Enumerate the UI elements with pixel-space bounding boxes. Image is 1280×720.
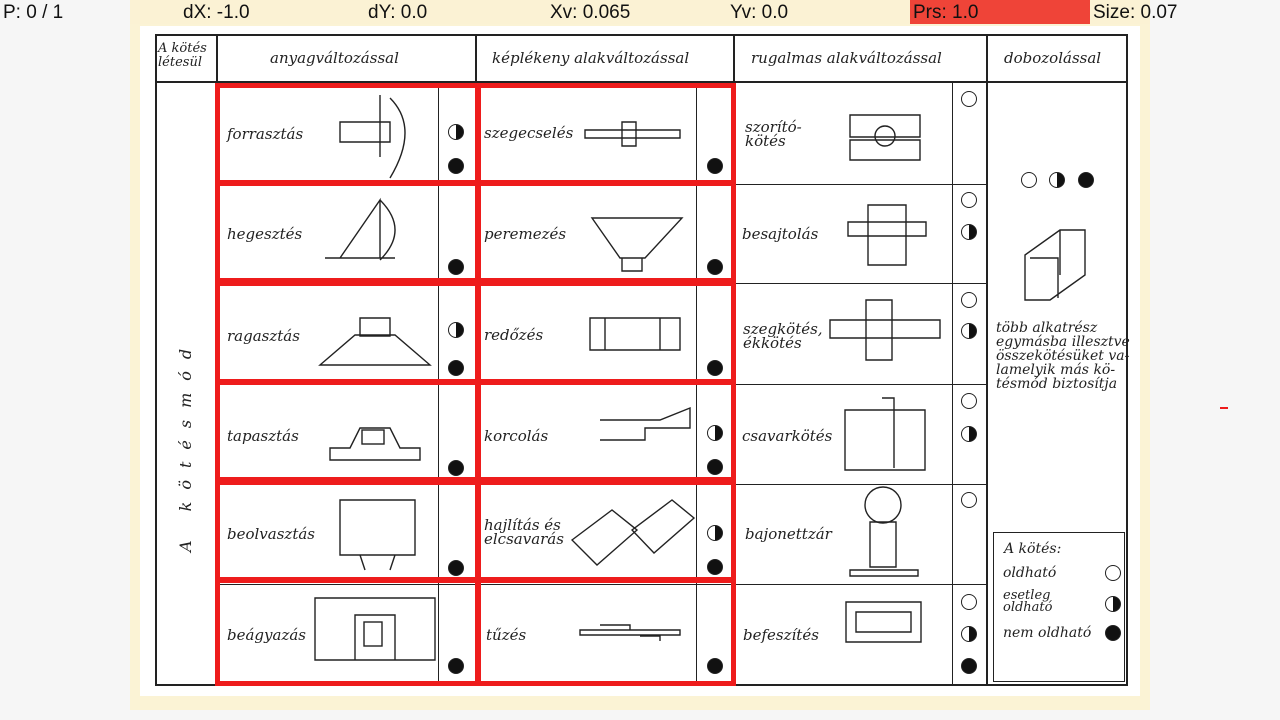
bulb-drawing-icon (865, 487, 901, 523)
header-boxing: dobozolással (1004, 49, 1102, 67)
label-seaming: korcolás (484, 427, 549, 445)
highlight-box (215, 83, 480, 185)
highlight-box (215, 281, 480, 384)
legend-title: A kötés: (1004, 541, 1062, 557)
header-plastic-deformation: képlékeny alakváltozással (492, 49, 690, 67)
label-bayonet: bajonettzár (745, 525, 832, 543)
legend-maybe-releasable: esetleg oldható (1003, 588, 1053, 615)
pin-drawing-icon (830, 300, 940, 360)
label-crimping: redőzés (484, 326, 544, 344)
touch-point-marker (1220, 407, 1228, 409)
label-gluing: ragasztás (227, 327, 300, 345)
delta-y: dY: 0.0 (365, 0, 547, 26)
label-flanging: peremezés (484, 225, 567, 243)
header-elastic-deformation: rugalmas alakváltozással (751, 49, 942, 67)
pointer-count: P: 0 / 1 (3, 2, 64, 23)
highlight-box (476, 281, 736, 384)
label-fusing: beolvasztás (227, 525, 315, 543)
corner-header: A kötés létesül (158, 41, 207, 70)
screw-drawing-icon (845, 398, 925, 470)
velocity-x: Xv: 0.065 (547, 0, 727, 26)
label-soldering: forrasztás (227, 125, 304, 143)
highlight-box (476, 181, 736, 283)
legend-not-releasable: nem oldható (1003, 625, 1092, 641)
pressfit-drawing-icon (848, 205, 926, 265)
boxing-description: több alkatrész egymásba illesztve összekötésüket va- lamelyik más kö- tésmód biztosítja (996, 320, 1130, 392)
label-embedding: beágyazás (227, 626, 306, 644)
highlight-box (215, 480, 480, 582)
label-pin-key-joint: szegkötés, ékkötés (743, 320, 823, 352)
size: Size: 0.07 (1090, 0, 1150, 26)
box-part-drawing-icon (1025, 230, 1085, 300)
header-material-change: anyagváltozással (270, 49, 399, 67)
snap-drawing-icon (846, 602, 921, 642)
highlight-box (476, 83, 736, 185)
velocity-y: Yv: 0.0 (727, 0, 910, 26)
highlight-box (476, 578, 736, 686)
label-stitching: tűzés (486, 626, 527, 644)
delta-x: dX: -1.0 (180, 0, 365, 26)
pressure: Prs: 1.0 (910, 0, 1090, 26)
clamp-drawing-icon (850, 115, 920, 160)
highlight-box (215, 181, 480, 283)
label-plastering: tapasztás (227, 427, 299, 445)
highlight-box (476, 380, 736, 482)
label-riveting: szegecselés (484, 124, 574, 142)
highlight-box (476, 480, 736, 582)
label-welding: hegesztés (227, 225, 303, 243)
label-clamp-joint: szorító- kötés (745, 118, 802, 150)
legend-releasable: oldható (1003, 565, 1057, 581)
highlight-box (215, 578, 480, 686)
label-snap-fit: befeszítés (743, 626, 819, 644)
side-label-joint-method: A kötésmód (176, 336, 195, 552)
label-press-fit: besajtolás (742, 225, 819, 243)
label-bending-twisting: hajlítás és elcsavarás (484, 516, 564, 548)
label-screw-joint: csavarkötés (742, 427, 833, 445)
highlight-box (215, 380, 480, 482)
